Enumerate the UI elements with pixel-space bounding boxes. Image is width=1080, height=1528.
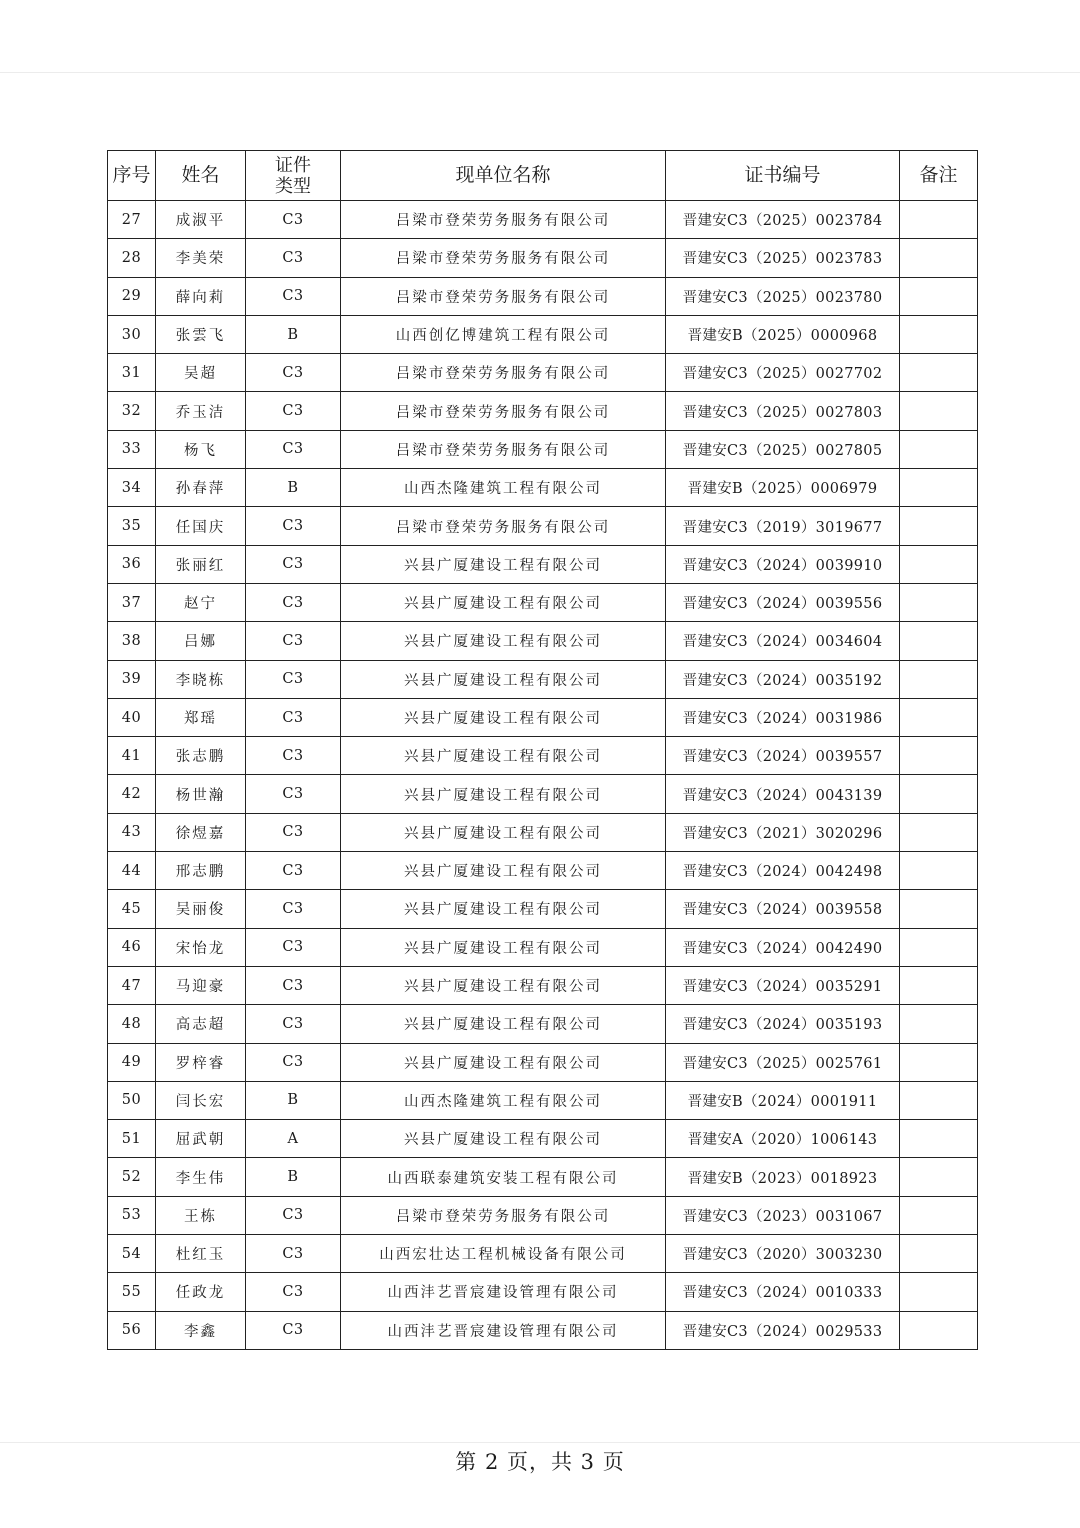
cell-remark bbox=[900, 1081, 978, 1119]
cell-seq: 35 bbox=[108, 507, 156, 545]
table-row bbox=[108, 507, 978, 545]
cell-name: 杜红玉 bbox=[156, 1235, 246, 1273]
cell-seq: 55 bbox=[108, 1273, 156, 1311]
cell-remark bbox=[900, 890, 978, 928]
table-row bbox=[108, 852, 978, 890]
cell-cert-no: 晋建安C3（2025）0027803 bbox=[666, 392, 900, 430]
cell-cert-type: C3 bbox=[246, 1043, 341, 1081]
table-row bbox=[108, 1043, 978, 1081]
cell-remark bbox=[900, 392, 978, 430]
cell-name: 罗梓睿 bbox=[156, 1043, 246, 1081]
cell-name: 杨世瀚 bbox=[156, 775, 246, 813]
cell-cert-no: 晋建安C3（2023）0031067 bbox=[666, 1196, 900, 1234]
cell-cert-no: 晋建安B（2024）0001911 bbox=[666, 1081, 900, 1119]
cell-cert-type: C3 bbox=[246, 277, 341, 315]
cell-cert-no: 晋建安C3（2024）0029533 bbox=[666, 1311, 900, 1349]
cell-cert-no: 晋建安B（2025）0006979 bbox=[666, 469, 900, 507]
cell-cert-type: C3 bbox=[246, 737, 341, 775]
cell-name: 张志鹏 bbox=[156, 737, 246, 775]
cell-company: 兴县广厦建设工程有限公司 bbox=[341, 1043, 666, 1081]
cell-cert-type: A bbox=[246, 1120, 341, 1158]
table-row bbox=[108, 928, 978, 966]
cell-name: 成淑平 bbox=[156, 201, 246, 239]
cell-remark bbox=[900, 1311, 978, 1349]
cell-remark bbox=[900, 928, 978, 966]
cell-remark bbox=[900, 966, 978, 1004]
cell-cert-type: C3 bbox=[246, 698, 341, 736]
cell-cert-no: 晋建安C3（2019）3019677 bbox=[666, 507, 900, 545]
cell-cert-no: 晋建安C3（2025）0023784 bbox=[666, 201, 900, 239]
cell-remark bbox=[900, 622, 978, 660]
cell-remark bbox=[900, 430, 978, 468]
cell-cert-type: C3 bbox=[246, 775, 341, 813]
cell-cert-no: 晋建安C3（2024）0010333 bbox=[666, 1273, 900, 1311]
cell-name: 李美荣 bbox=[156, 239, 246, 277]
table-row bbox=[108, 1235, 978, 1273]
cell-remark bbox=[900, 545, 978, 583]
cell-remark bbox=[900, 1235, 978, 1273]
cell-cert-type: C3 bbox=[246, 1196, 341, 1234]
cell-name: 高志超 bbox=[156, 1005, 246, 1043]
cell-cert-type: C3 bbox=[246, 966, 341, 1004]
cell-seq: 53 bbox=[108, 1196, 156, 1234]
cell-cert-type: C3 bbox=[246, 1311, 341, 1349]
cell-remark bbox=[900, 239, 978, 277]
cell-company: 吕梁市登荣劳务服务有限公司 bbox=[341, 239, 666, 277]
cell-company: 兴县广厦建设工程有限公司 bbox=[341, 813, 666, 851]
table-row bbox=[108, 1273, 978, 1311]
cell-cert-no: 晋建安C3（2024）0039557 bbox=[666, 737, 900, 775]
cell-name: 王栋 bbox=[156, 1196, 246, 1234]
cell-cert-type: C3 bbox=[246, 354, 341, 392]
header-cert-no: 证书编号 bbox=[666, 151, 900, 201]
cell-name: 李晓栋 bbox=[156, 660, 246, 698]
cell-name: 屈武朝 bbox=[156, 1120, 246, 1158]
cell-seq: 44 bbox=[108, 852, 156, 890]
personnel-table bbox=[107, 150, 978, 1350]
table-row bbox=[108, 698, 978, 736]
cell-seq: 27 bbox=[108, 201, 156, 239]
cell-remark bbox=[900, 507, 978, 545]
table-row bbox=[108, 813, 978, 851]
cell-company: 山西联泰建筑安装工程有限公司 bbox=[341, 1158, 666, 1196]
cell-seq: 29 bbox=[108, 277, 156, 315]
cell-name: 徐煜嘉 bbox=[156, 813, 246, 851]
cell-seq: 50 bbox=[108, 1081, 156, 1119]
cell-remark bbox=[900, 1273, 978, 1311]
cell-remark bbox=[900, 315, 978, 353]
cell-remark bbox=[900, 813, 978, 851]
cell-name: 吴超 bbox=[156, 354, 246, 392]
cell-seq: 47 bbox=[108, 966, 156, 1004]
cell-seq: 56 bbox=[108, 1311, 156, 1349]
cell-cert-no: 晋建安A（2020）1006143 bbox=[666, 1120, 900, 1158]
cell-company: 兴县广厦建设工程有限公司 bbox=[341, 660, 666, 698]
cell-seq: 31 bbox=[108, 354, 156, 392]
cell-company: 吕梁市登荣劳务服务有限公司 bbox=[341, 277, 666, 315]
cell-seq: 36 bbox=[108, 545, 156, 583]
cell-company: 吕梁市登荣劳务服务有限公司 bbox=[341, 201, 666, 239]
table-header-row bbox=[108, 151, 978, 201]
cell-seq: 54 bbox=[108, 1235, 156, 1273]
cell-company: 兴县广厦建设工程有限公司 bbox=[341, 928, 666, 966]
cell-name: 任国庆 bbox=[156, 507, 246, 545]
header-cert-type-label: 证件类型 bbox=[275, 154, 311, 197]
table-row bbox=[108, 1081, 978, 1119]
table-row bbox=[108, 315, 978, 353]
cell-cert-type: C3 bbox=[246, 928, 341, 966]
cell-seq: 42 bbox=[108, 775, 156, 813]
cell-name: 李生伟 bbox=[156, 1158, 246, 1196]
cell-seq: 48 bbox=[108, 1005, 156, 1043]
cell-cert-no: 晋建安C3（2021）3020296 bbox=[666, 813, 900, 851]
cell-company: 兴县广厦建设工程有限公司 bbox=[341, 966, 666, 1004]
cell-company: 兴县广厦建设工程有限公司 bbox=[341, 890, 666, 928]
cell-cert-type: B bbox=[246, 1081, 341, 1119]
cell-seq: 46 bbox=[108, 928, 156, 966]
cell-cert-type: C3 bbox=[246, 430, 341, 468]
cell-company: 山西创亿博建筑工程有限公司 bbox=[341, 315, 666, 353]
cell-cert-no: 晋建安C3（2025）0027805 bbox=[666, 430, 900, 468]
table-body bbox=[108, 201, 978, 1350]
cell-seq: 43 bbox=[108, 813, 156, 851]
cell-name: 乔玉洁 bbox=[156, 392, 246, 430]
cell-company: 吕梁市登荣劳务服务有限公司 bbox=[341, 1196, 666, 1234]
cell-cert-no: 晋建安C3（2024）0039910 bbox=[666, 545, 900, 583]
table-row bbox=[108, 1158, 978, 1196]
cell-company: 山西杰隆建筑工程有限公司 bbox=[341, 1081, 666, 1119]
cell-seq: 40 bbox=[108, 698, 156, 736]
scan-top-edge bbox=[0, 72, 1080, 73]
cell-cert-no: 晋建安C3（2024）0042498 bbox=[666, 852, 900, 890]
cell-seq: 39 bbox=[108, 660, 156, 698]
cell-company: 兴县广厦建设工程有限公司 bbox=[341, 1120, 666, 1158]
cell-company: 兴县广厦建设工程有限公司 bbox=[341, 737, 666, 775]
table-row bbox=[108, 469, 978, 507]
cell-company: 兴县广厦建设工程有限公司 bbox=[341, 698, 666, 736]
cell-seq: 52 bbox=[108, 1158, 156, 1196]
footer-divider bbox=[0, 1442, 1080, 1443]
cell-name: 任政龙 bbox=[156, 1273, 246, 1311]
cell-name: 宋怡龙 bbox=[156, 928, 246, 966]
cell-cert-no: 晋建安C3（2024）0039558 bbox=[666, 890, 900, 928]
table-row bbox=[108, 239, 978, 277]
cell-cert-type: C3 bbox=[246, 392, 341, 430]
cell-cert-no: 晋建安C3（2025）0027702 bbox=[666, 354, 900, 392]
cell-company: 兴县广厦建设工程有限公司 bbox=[341, 852, 666, 890]
cell-seq: 28 bbox=[108, 239, 156, 277]
cell-cert-type: C3 bbox=[246, 239, 341, 277]
cell-name: 马迎豪 bbox=[156, 966, 246, 1004]
header-company: 现单位名称 bbox=[341, 151, 666, 201]
header-seq: 序号 bbox=[108, 151, 156, 201]
cell-remark bbox=[900, 1158, 978, 1196]
table-row bbox=[108, 392, 978, 430]
cell-cert-type: C3 bbox=[246, 660, 341, 698]
table-row bbox=[108, 966, 978, 1004]
cell-name: 邢志鹏 bbox=[156, 852, 246, 890]
header-cert-type bbox=[246, 151, 341, 201]
cell-seq: 37 bbox=[108, 583, 156, 621]
cell-remark bbox=[900, 1120, 978, 1158]
cell-name: 吴丽俊 bbox=[156, 890, 246, 928]
cell-cert-type: C3 bbox=[246, 1273, 341, 1311]
cell-cert-type: C3 bbox=[246, 1235, 341, 1273]
cell-company: 吕梁市登荣劳务服务有限公司 bbox=[341, 354, 666, 392]
table-row bbox=[108, 737, 978, 775]
cell-remark bbox=[900, 698, 978, 736]
table-row bbox=[108, 775, 978, 813]
table-row bbox=[108, 1196, 978, 1234]
cell-seq: 49 bbox=[108, 1043, 156, 1081]
cell-name: 杨飞 bbox=[156, 430, 246, 468]
cell-cert-type: C3 bbox=[246, 852, 341, 890]
cell-remark bbox=[900, 1005, 978, 1043]
table-row bbox=[108, 354, 978, 392]
cell-company: 吕梁市登荣劳务服务有限公司 bbox=[341, 430, 666, 468]
table-row bbox=[108, 622, 978, 660]
cell-seq: 34 bbox=[108, 469, 156, 507]
cell-cert-no: 晋建安C3（2024）0043139 bbox=[666, 775, 900, 813]
cell-cert-no: 晋建安C3（2025）0023780 bbox=[666, 277, 900, 315]
cell-cert-no: 晋建安C3（2025）0023783 bbox=[666, 239, 900, 277]
cell-company: 山西杰隆建筑工程有限公司 bbox=[341, 469, 666, 507]
cell-remark bbox=[900, 737, 978, 775]
cell-cert-type: C3 bbox=[246, 545, 341, 583]
cell-name: 李鑫 bbox=[156, 1311, 246, 1349]
page-number: 第 2 页，共 3 页 bbox=[455, 1450, 625, 1474]
cell-remark bbox=[900, 660, 978, 698]
cell-name: 薛向莉 bbox=[156, 277, 246, 315]
cell-seq: 30 bbox=[108, 315, 156, 353]
cell-remark bbox=[900, 469, 978, 507]
header-name: 姓名 bbox=[156, 151, 246, 201]
cell-company: 兴县广厦建设工程有限公司 bbox=[341, 622, 666, 660]
cell-company: 兴县广厦建设工程有限公司 bbox=[341, 775, 666, 813]
cell-company: 山西沣艺晋宸建设管理有限公司 bbox=[341, 1273, 666, 1311]
cell-seq: 41 bbox=[108, 737, 156, 775]
cell-cert-no: 晋建安C3（2024）0035291 bbox=[666, 966, 900, 1004]
cell-remark bbox=[900, 354, 978, 392]
cell-remark bbox=[900, 1043, 978, 1081]
cell-seq: 33 bbox=[108, 430, 156, 468]
cell-cert-type: C3 bbox=[246, 583, 341, 621]
table-row bbox=[108, 1120, 978, 1158]
cell-company: 山西沣艺晋宸建设管理有限公司 bbox=[341, 1311, 666, 1349]
cell-cert-no: 晋建安C3（2025）0025761 bbox=[666, 1043, 900, 1081]
cell-name: 闫长宏 bbox=[156, 1081, 246, 1119]
table-row bbox=[108, 660, 978, 698]
cell-remark bbox=[900, 583, 978, 621]
cell-cert-type: C3 bbox=[246, 201, 341, 239]
cell-cert-type: C3 bbox=[246, 1005, 341, 1043]
cell-company: 吕梁市登荣劳务服务有限公司 bbox=[341, 392, 666, 430]
cell-name: 孙春萍 bbox=[156, 469, 246, 507]
cell-name: 张丽红 bbox=[156, 545, 246, 583]
table-row bbox=[108, 890, 978, 928]
cell-company: 吕梁市登荣劳务服务有限公司 bbox=[341, 507, 666, 545]
table-row bbox=[108, 583, 978, 621]
cell-cert-no: 晋建安C3（2024）0034604 bbox=[666, 622, 900, 660]
cell-cert-type: B bbox=[246, 1158, 341, 1196]
cell-cert-no: 晋建安C3（2024）0031986 bbox=[666, 698, 900, 736]
table-row bbox=[108, 545, 978, 583]
cell-company: 山西宏壮达工程机械设备有限公司 bbox=[341, 1235, 666, 1273]
cell-cert-type: B bbox=[246, 469, 341, 507]
cell-cert-no: 晋建安C3（2024）0039556 bbox=[666, 583, 900, 621]
cell-cert-no: 晋建安C3（2024）0035192 bbox=[666, 660, 900, 698]
cell-cert-no: 晋建安C3（2020）3003230 bbox=[666, 1235, 900, 1273]
cell-cert-type: C3 bbox=[246, 507, 341, 545]
cell-remark bbox=[900, 1196, 978, 1234]
table-row bbox=[108, 201, 978, 239]
header-remark: 备注 bbox=[900, 151, 978, 201]
cell-remark bbox=[900, 201, 978, 239]
cell-cert-type: C3 bbox=[246, 622, 341, 660]
cell-company: 兴县广厦建设工程有限公司 bbox=[341, 583, 666, 621]
cell-name: 张雲飞 bbox=[156, 315, 246, 353]
cell-cert-type: C3 bbox=[246, 813, 341, 851]
table-row bbox=[108, 430, 978, 468]
cell-cert-no: 晋建安B（2023）0018923 bbox=[666, 1158, 900, 1196]
cell-company: 兴县广厦建设工程有限公司 bbox=[341, 1005, 666, 1043]
table-row bbox=[108, 1005, 978, 1043]
cell-seq: 45 bbox=[108, 890, 156, 928]
cell-seq: 32 bbox=[108, 392, 156, 430]
cell-cert-type: C3 bbox=[246, 890, 341, 928]
cell-cert-no: 晋建安C3（2024）0042490 bbox=[666, 928, 900, 966]
table-row bbox=[108, 277, 978, 315]
table-row bbox=[108, 1311, 978, 1349]
cell-name: 郑瑶 bbox=[156, 698, 246, 736]
cell-seq: 51 bbox=[108, 1120, 156, 1158]
cell-name: 赵宁 bbox=[156, 583, 246, 621]
cell-cert-no: 晋建安C3（2024）0035193 bbox=[666, 1005, 900, 1043]
cell-cert-no: 晋建安B（2025）0000968 bbox=[666, 315, 900, 353]
cell-remark bbox=[900, 852, 978, 890]
cell-name: 吕娜 bbox=[156, 622, 246, 660]
cell-company: 兴县广厦建设工程有限公司 bbox=[341, 545, 666, 583]
cell-remark bbox=[900, 277, 978, 315]
cell-cert-type: B bbox=[246, 315, 341, 353]
cell-remark bbox=[900, 775, 978, 813]
cell-seq: 38 bbox=[108, 622, 156, 660]
